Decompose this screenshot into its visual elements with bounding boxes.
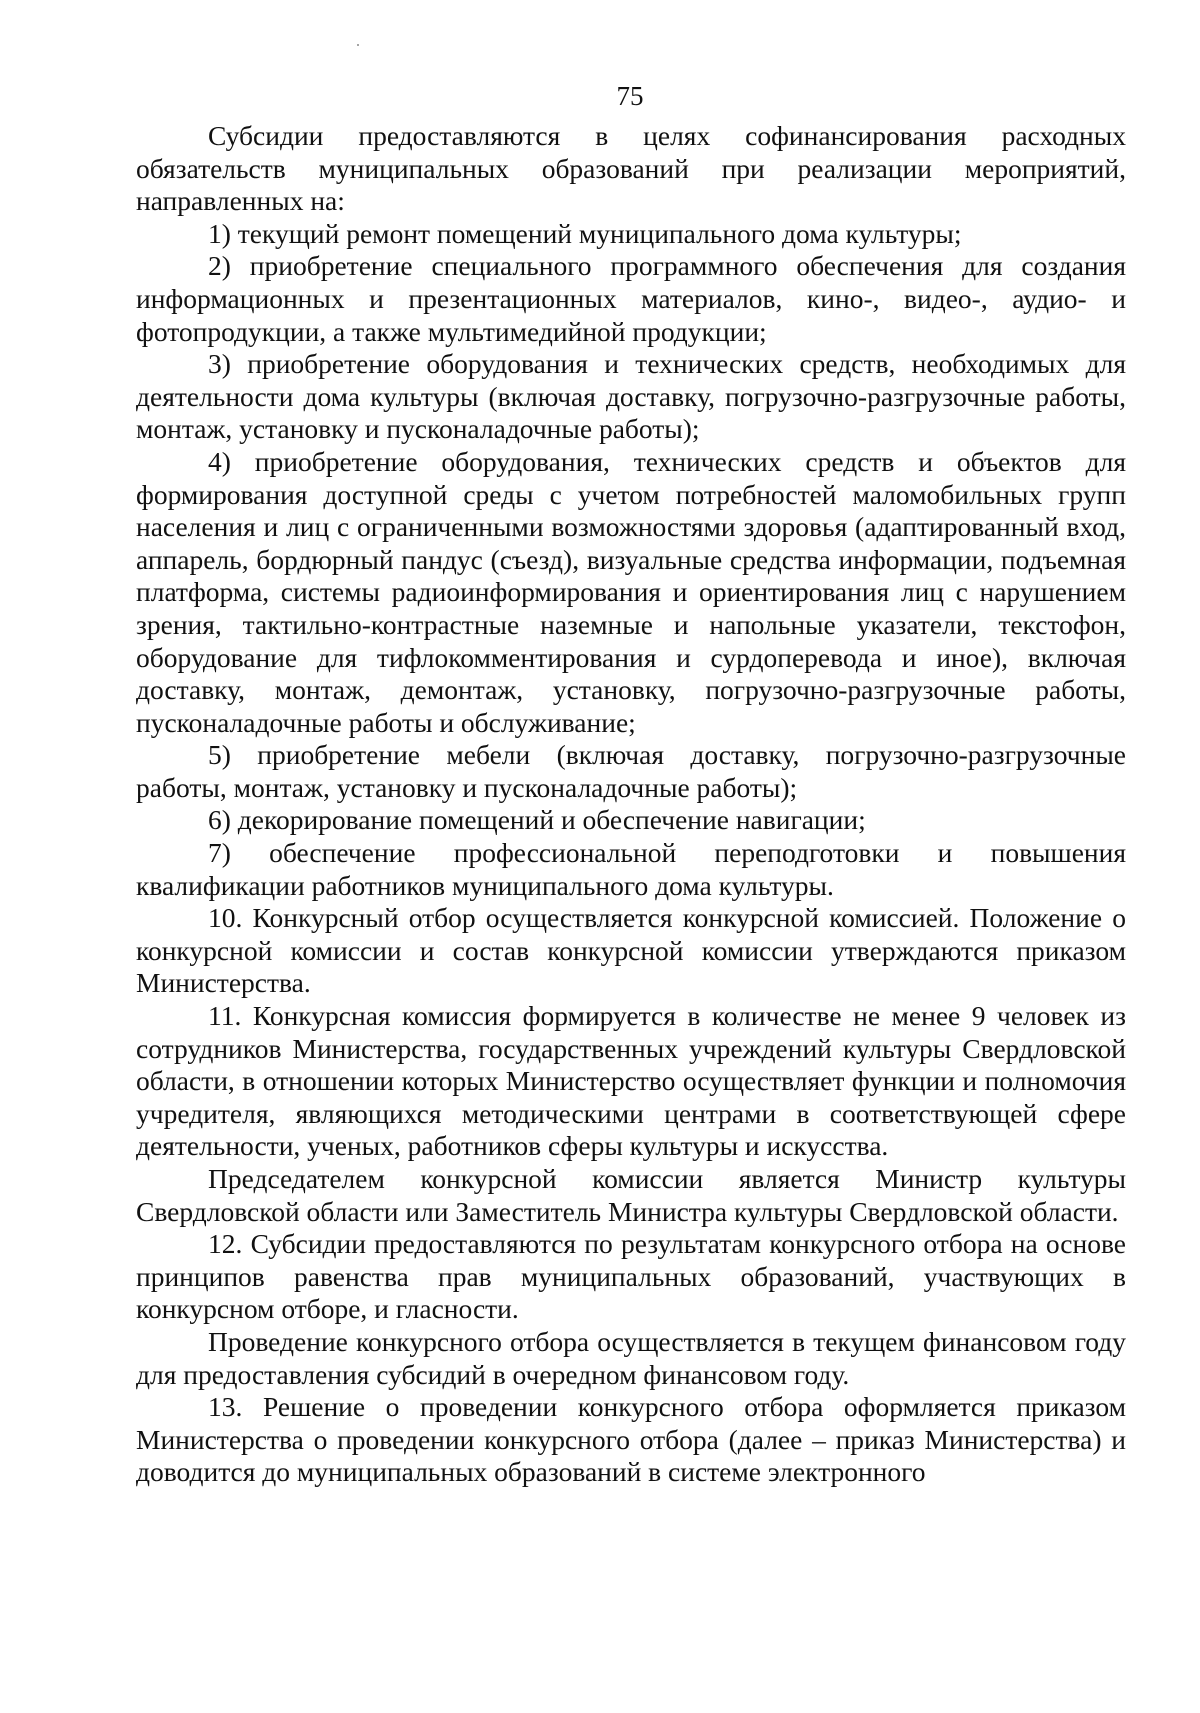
document-body	[136, 120, 1126, 1489]
list-item-6: 6) декорирование помещений и обеспечение навигации;	[208, 804, 866, 836]
page-number: 75	[616, 81, 644, 111]
list-item-3: 3) приобретение оборудования и технических средств, необходимых для деятельности дома культуры (включая доставку, погрузочно-разгрузочные работы, монтаж, установку и пусконаладочные работы);	[136, 348, 1126, 445]
list-item-4: 4) приобретение оборудования, технических средств и объектов для формирования доступной среды с учетом потребностей маломобильных групп населения и лиц с ограниченными возможностями здоровья (адаптированный вход, аппарель, бордюрный пандус (съезд), визуальные средства информации, подъемная платформа, системы радиоинформирования и ориентирования лиц с нарушением зрения, тактильно-контрастные наземные и напольные указатели, текстофон, оборудование для тифлокомментирования и сурдоперевода и иное), включая доставку, монтаж, демонтаж, установку, погрузочно-разгрузочные работы, пусконаладочные работы и обслуживание;	[136, 445, 1126, 738]
list-item-5: 5) приобретение мебели (включая доставку, погрузочно-разгрузочные работы, монтаж, установку и пусконаладочные работы);	[136, 739, 1126, 803]
clause-10: 10. Конкурсный отбор осуществляется конкурсной комиссией. Положение о конкурсной комиссии и состав конкурсной комиссии утверждаются приказом Министерства.	[136, 902, 1126, 999]
clause-13: 13. Решение о проведении конкурсного отбора оформляется приказом Министерства о проведении конкурсного отбора (далее – приказ Министерства) и доводится до муниципальных образований в системе электронного	[136, 1391, 1126, 1488]
clause-11-chair: Председателем конкурсной комиссии является Министр культуры Свердловской области или Заместитель Министра культуры Свердловской области.	[136, 1163, 1126, 1227]
list-item-2: 2) приобретение специального программного обеспечения для создания информационных и презентационных материалов, кино-, видео-, аудио- и фотопродукции, а также мультимедийной продукции;	[136, 250, 1126, 347]
list-item-7: 7) обеспечение профессиональной переподготовки и повышения квалификации работников муниципального дома культуры.	[136, 837, 1126, 901]
paragraph-intro: Субсидии предоставляются в целях софинансирования расходных обязательств муниципальных образований при реализации мероприятий, направленных на:	[136, 120, 1126, 217]
list-item-1: 1) текущий ремонт помещений муниципального дома культуры;	[208, 217, 962, 249]
clause-12-timing: Проведение конкурсного отбора осуществляется в текущем финансовом году для предоставления субсидий в очередном финансовом году.	[136, 1325, 1126, 1390]
clause-12: 12. Субсидии предоставляются по результатам конкурсного отбора на основе принципов равенства прав муниципальных образований, участвующих в конкурсном отборе, и гласности.	[136, 1228, 1126, 1325]
clause-11: 11. Конкурсная комиссия формируется в количестве не менее 9 человек из сотрудников Министерства, государственных учреждений культуры Свердловской области, в отношении которых Министерство осуществляет функции и полномочия учредителя, являющихся методическими центрами в соответствующей сфере деятельности, ученых, работников сферы культуры и искусства.	[136, 1000, 1126, 1162]
scan-speck	[357, 44, 359, 46]
